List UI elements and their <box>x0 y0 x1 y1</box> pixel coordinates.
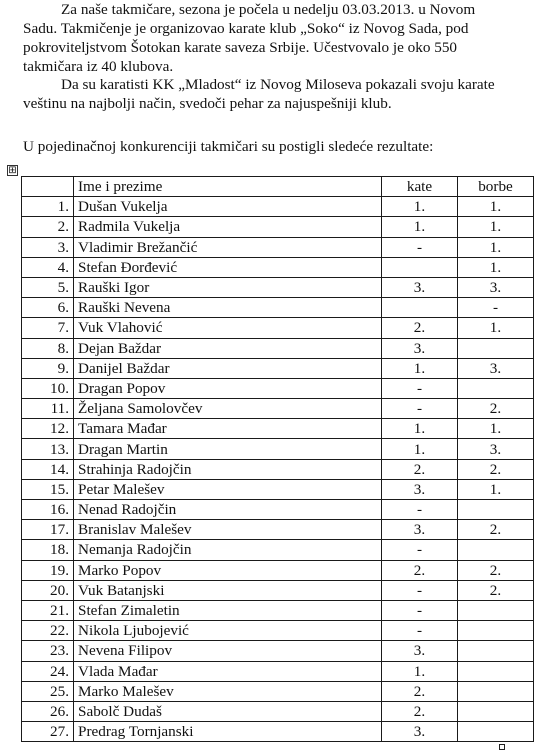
cell-number: 5. <box>22 277 74 297</box>
cell-borbe: 1. <box>458 237 534 257</box>
intro-line: takmičara iz 40 klubova. <box>23 58 174 75</box>
cell-borbe: 2. <box>458 520 534 540</box>
table-row <box>22 701 534 721</box>
intro-line: U pojedinačnoj konkurenciji takmičari su postigli sledeće rezultate: <box>23 138 434 155</box>
cell-number: 20. <box>22 580 74 600</box>
cell-name: Nevena Filipov <box>74 641 382 661</box>
cell-kate: 2. <box>382 681 458 701</box>
cell-kate: 3. <box>382 479 458 499</box>
cell-number: 18. <box>22 540 74 560</box>
cell-name: Petar Malešev <box>74 479 382 499</box>
cell-number: 2. <box>22 217 74 237</box>
table-row <box>22 197 534 217</box>
cell-number: 16. <box>22 500 74 520</box>
cell-borbe <box>458 540 534 560</box>
cell-name: Radmila Vukelja <box>74 217 382 237</box>
cell-kate: - <box>382 580 458 600</box>
cell-kate: 2. <box>382 701 458 721</box>
table-row <box>22 580 534 600</box>
table-row <box>22 500 534 520</box>
cell-kate: 3. <box>382 722 458 742</box>
table-row <box>22 217 534 237</box>
cell-kate: 3. <box>382 338 458 358</box>
cell-borbe <box>458 600 534 620</box>
cell-borbe: 1. <box>458 217 534 237</box>
cell-borbe: 1. <box>458 197 534 217</box>
cell-number: 27. <box>22 722 74 742</box>
cell-number: 3. <box>22 237 74 257</box>
cell-borbe <box>458 681 534 701</box>
cell-number: 8. <box>22 338 74 358</box>
cell-name: Marko Malešev <box>74 681 382 701</box>
cell-name: Nikola Ljubojević <box>74 621 382 641</box>
table-row <box>22 257 534 277</box>
cell-number: 13. <box>22 439 74 459</box>
cell-number: 9. <box>22 358 74 378</box>
cell-name: Nemanja Radojčin <box>74 540 382 560</box>
table-row <box>22 600 534 620</box>
cell-number: 14. <box>22 459 74 479</box>
cell-number: 17. <box>22 520 74 540</box>
cell-number: 10. <box>22 378 74 398</box>
cell-number: 7. <box>22 318 74 338</box>
cell-number: 26. <box>22 701 74 721</box>
table-row <box>22 560 534 580</box>
header-borbe: borbe <box>458 177 534 197</box>
cell-number: 22. <box>22 621 74 641</box>
cell-kate: 1. <box>382 661 458 681</box>
cell-name: Dragan Popov <box>74 378 382 398</box>
table-row <box>22 681 534 701</box>
cell-borbe: 1. <box>458 479 534 499</box>
cell-name: Vlada Mađar <box>74 661 382 681</box>
results-table <box>21 176 534 742</box>
cell-name: Željana Samolovčev <box>74 399 382 419</box>
cell-number: 25. <box>22 681 74 701</box>
table-row <box>22 277 534 297</box>
header-name: Ime i prezime <box>74 177 382 197</box>
cell-borbe: 3. <box>458 439 534 459</box>
cell-borbe <box>458 338 534 358</box>
intro-paragraph-1 <box>23 0 535 76</box>
cell-name: Vladimir Brežančić <box>74 237 382 257</box>
cell-borbe: 2. <box>458 580 534 600</box>
table-row <box>22 540 534 560</box>
cell-borbe: 2. <box>458 560 534 580</box>
intro-line: Sadu. Takmičenje je organizovao karate klub „Soko“ iz Novog Sada, pod <box>23 20 469 37</box>
cell-name: Vuk Batanjski <box>74 580 382 600</box>
cell-borbe <box>458 641 534 661</box>
cell-borbe <box>458 378 534 398</box>
cell-name: Danijel Baždar <box>74 358 382 378</box>
cell-number: 11. <box>22 399 74 419</box>
cell-name: Branislav Malešev <box>74 520 382 540</box>
cell-borbe: 1. <box>458 318 534 338</box>
cell-name: Stefan Zimaletin <box>74 600 382 620</box>
cell-kate: 1. <box>382 439 458 459</box>
table-row <box>22 399 534 419</box>
cell-kate <box>382 298 458 318</box>
cell-kate: 1. <box>382 358 458 378</box>
cell-borbe <box>458 661 534 681</box>
table-row <box>22 378 534 398</box>
cell-kate: 1. <box>382 197 458 217</box>
cell-borbe: 1. <box>458 257 534 277</box>
cell-kate: 2. <box>382 459 458 479</box>
cell-name: Nenad Radojčin <box>74 500 382 520</box>
cell-kate: 2. <box>382 560 458 580</box>
cell-name: Sabolč Dudaš <box>74 701 382 721</box>
cell-kate: - <box>382 540 458 560</box>
cell-name: Rauški Igor <box>74 277 382 297</box>
cell-name: Predrag Tornjanski <box>74 722 382 742</box>
table-row <box>22 338 534 358</box>
intro-line: veštinu na najbolji način, svedoči pehar za najuspešniji klub. <box>23 95 392 112</box>
cell-number: 12. <box>22 419 74 439</box>
intro-paragraph-2 <box>23 75 535 113</box>
header-number <box>22 177 74 197</box>
cell-borbe: 3. <box>458 277 534 297</box>
cell-number: 15. <box>22 479 74 499</box>
cell-borbe: - <box>458 298 534 318</box>
header-kate: kate <box>382 177 458 197</box>
table-row <box>22 459 534 479</box>
cell-borbe <box>458 500 534 520</box>
cell-borbe <box>458 722 534 742</box>
cell-borbe: 1. <box>458 419 534 439</box>
cell-kate: - <box>382 237 458 257</box>
table-row <box>22 621 534 641</box>
cell-kate: 1. <box>382 217 458 237</box>
cell-name: Vuk Vlahović <box>74 318 382 338</box>
table-row <box>22 318 534 338</box>
table-row <box>22 722 534 742</box>
cell-name: Rauški Nevena <box>74 298 382 318</box>
intro-line: Za naše takmičare, sezona je počela u nedelju 03.03.2013. u Novom <box>61 1 476 18</box>
cell-kate: - <box>382 399 458 419</box>
cell-borbe: 2. <box>458 399 534 419</box>
table-resize-handle[interactable] <box>499 744 505 750</box>
table-row <box>22 358 534 378</box>
cell-borbe: 2. <box>458 459 534 479</box>
cell-name: Strahinja Radojčin <box>74 459 382 479</box>
cell-borbe <box>458 701 534 721</box>
cell-number: 23. <box>22 641 74 661</box>
cell-borbe <box>458 621 534 641</box>
table-row <box>22 661 534 681</box>
cell-kate: 3. <box>382 277 458 297</box>
cell-kate: 1. <box>382 419 458 439</box>
intro-line: Da su karatisti KK „Mladost“ iz Novog Miloseva pokazali svoju karate <box>61 76 495 93</box>
table-move-handle-icon[interactable]: ⊞ <box>8 165 17 176</box>
table-row <box>22 419 534 439</box>
cell-number: 19. <box>22 560 74 580</box>
table-header-row <box>22 177 534 197</box>
cell-kate: 2. <box>382 318 458 338</box>
cell-kate: 3. <box>382 520 458 540</box>
cell-name: Dušan Vukelja <box>74 197 382 217</box>
cell-name: Marko Popov <box>74 560 382 580</box>
cell-name: Dragan Martin <box>74 439 382 459</box>
cell-borbe: 3. <box>458 358 534 378</box>
cell-number: 24. <box>22 661 74 681</box>
cell-kate: - <box>382 621 458 641</box>
cell-number: 6. <box>22 298 74 318</box>
results-intro-paragraph <box>23 137 535 156</box>
cell-kate: - <box>382 500 458 520</box>
table-row <box>22 641 534 661</box>
cell-kate <box>382 257 458 277</box>
intro-line: pokroviteljstvom Šotokan karate saveza Srbije. Učestvovalo je oko 550 <box>23 39 458 56</box>
table-row <box>22 237 534 257</box>
cell-name: Dejan Baždar <box>74 338 382 358</box>
cell-kate: - <box>382 378 458 398</box>
cell-number: 1. <box>22 197 74 217</box>
table-row <box>22 479 534 499</box>
table-row <box>22 298 534 318</box>
cell-kate: 3. <box>382 641 458 661</box>
cell-number: 4. <box>22 257 74 277</box>
table-row <box>22 520 534 540</box>
table-row <box>22 439 534 459</box>
cell-name: Stefan Đorđević <box>74 257 382 277</box>
cell-name: Tamara Mađar <box>74 419 382 439</box>
cell-kate: - <box>382 600 458 620</box>
cell-number: 21. <box>22 600 74 620</box>
